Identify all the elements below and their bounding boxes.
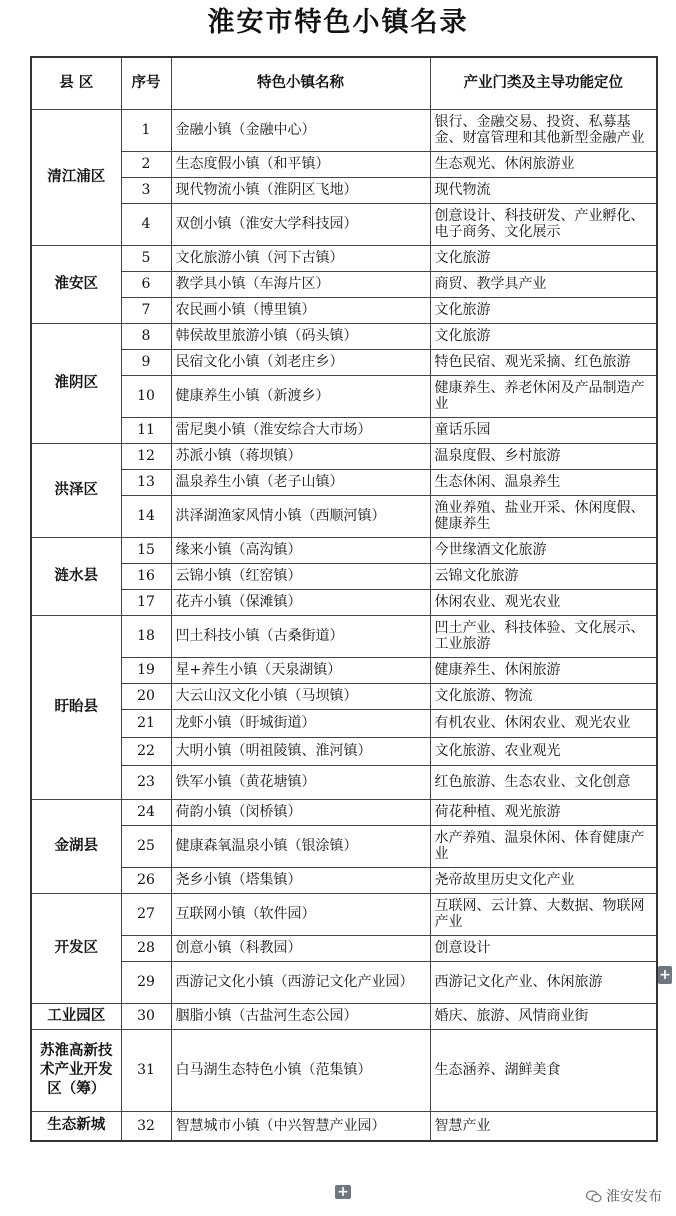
table-row — [31, 657, 657, 683]
index-cell: 11 — [121, 417, 171, 443]
table-row — [31, 1003, 657, 1029]
county-cell: 淮安区 — [31, 245, 121, 323]
industry-cell: 凹土产业、科技体验、文化展示、工业旅游 — [430, 615, 657, 657]
watermark-text: 淮安发布 — [606, 1189, 662, 1205]
table-row — [31, 825, 657, 867]
county-cell: 洪泽区 — [31, 443, 121, 537]
industry-cell: 西游记文化产业、休闲旅游 — [430, 961, 657, 1003]
town-name-cell: 现代物流小镇（淮阴区飞地） — [171, 177, 430, 203]
table-row — [31, 245, 657, 271]
index-cell: 1 — [121, 109, 171, 151]
industry-cell: 商贸、教学具产业 — [430, 271, 657, 297]
index-cell: 25 — [121, 825, 171, 867]
town-name-cell: 教学具小镇（车海片区） — [171, 271, 430, 297]
table-row — [31, 177, 657, 203]
index-cell: 26 — [121, 867, 171, 893]
table-row — [31, 1111, 657, 1141]
industry-cell: 银行、金融交易、投资、私募基金、财富管理和其他新型金融产业 — [430, 109, 657, 151]
index-cell: 13 — [121, 469, 171, 495]
industry-cell: 水产养殖、温泉休闲、体育健康产业 — [430, 825, 657, 867]
town-name-cell: 缘来小镇（高沟镇） — [171, 537, 430, 563]
table-row — [31, 799, 657, 825]
county-cell: 盱眙县 — [31, 615, 121, 799]
index-cell: 5 — [121, 245, 171, 271]
town-name-cell: 凹土科技小镇（古桑街道） — [171, 615, 430, 657]
town-name-cell: 互联网小镇（软件园） — [171, 893, 430, 935]
index-cell: 29 — [121, 961, 171, 1003]
watermark — [586, 1186, 662, 1206]
town-list-table — [30, 56, 658, 1142]
town-name-cell: 创意小镇（科教园） — [171, 935, 430, 961]
town-name-cell: 智慧城市小镇（中兴智慧产业园） — [171, 1111, 430, 1141]
index-cell: 30 — [121, 1003, 171, 1029]
index-cell: 8 — [121, 323, 171, 349]
town-name-cell: 农民画小镇（博里镇） — [171, 297, 430, 323]
index-cell: 2 — [121, 151, 171, 177]
table-row — [31, 935, 657, 961]
index-cell: 10 — [121, 375, 171, 417]
table-row — [31, 961, 657, 1003]
wechat-icon — [586, 1190, 602, 1203]
town-name-cell: 龙虾小镇（盱城街道） — [171, 709, 430, 737]
town-name-cell: 双创小镇（淮安大学科技园） — [171, 203, 430, 245]
expand-bottom-plus-icon[interactable]: + — [335, 1185, 351, 1199]
table-row — [31, 417, 657, 443]
town-name-cell: 雷尼奥小镇（淮安综合大市场） — [171, 417, 430, 443]
index-cell: 6 — [121, 271, 171, 297]
industry-cell: 文化旅游 — [430, 297, 657, 323]
table-row — [31, 589, 657, 615]
table-row — [31, 151, 657, 177]
index-cell: 12 — [121, 443, 171, 469]
expand-right-plus-icon[interactable]: + — [659, 967, 671, 983]
county-cell: 淮阴区 — [31, 323, 121, 443]
town-name-cell: 白马湖生态特色小镇（范集镇） — [171, 1029, 430, 1111]
table-row — [31, 203, 657, 245]
index-cell: 22 — [121, 737, 171, 765]
town-name-cell: 尧乡小镇（塔集镇） — [171, 867, 430, 893]
header-town-name: 特色小镇名称 — [171, 57, 430, 109]
table-row — [31, 867, 657, 893]
industry-cell: 文化旅游、农业观光 — [430, 737, 657, 765]
table-row — [31, 109, 657, 151]
industry-cell: 休闲农业、观光农业 — [430, 589, 657, 615]
industry-cell: 现代物流 — [430, 177, 657, 203]
index-cell: 19 — [121, 657, 171, 683]
industry-cell: 有机农业、休闲农业、观光农业 — [430, 709, 657, 737]
table-row — [31, 563, 657, 589]
index-cell: 17 — [121, 589, 171, 615]
industry-cell: 童话乐园 — [430, 417, 657, 443]
industry-cell: 文化旅游 — [430, 245, 657, 271]
page-title: 淮安市特色小镇名录 — [207, 7, 469, 38]
industry-cell: 今世缘酒文化旅游 — [430, 537, 657, 563]
table-row — [31, 495, 657, 537]
industry-cell: 互联网、云计算、大数据、物联网产业 — [430, 893, 657, 935]
county-cell: 清江浦区 — [31, 109, 121, 245]
table-row — [31, 537, 657, 563]
town-name-cell: 西游记文化小镇（西游记文化产业园） — [171, 961, 430, 1003]
industry-cell: 温泉度假、乡村旅游 — [430, 443, 657, 469]
table-row — [31, 615, 657, 657]
table-row — [31, 737, 657, 765]
industry-cell: 婚庆、旅游、风情商业街 — [430, 1003, 657, 1029]
town-name-cell: 星+养生小镇（天泉湖镇） — [171, 657, 430, 683]
table-row — [31, 443, 657, 469]
county-cell: 生态新城 — [31, 1111, 121, 1141]
index-cell: 23 — [121, 765, 171, 799]
table-row — [31, 765, 657, 799]
industry-cell: 生态涵养、湖鲜美食 — [430, 1029, 657, 1111]
town-name-cell: 大明小镇（明祖陵镇、淮河镇） — [171, 737, 430, 765]
town-name-cell: 荷韵小镇（闵桥镇） — [171, 799, 430, 825]
industry-cell: 云锦文化旅游 — [430, 563, 657, 589]
index-cell: 21 — [121, 709, 171, 737]
town-name-cell: 金融小镇（金融中心） — [171, 109, 430, 151]
table-row — [31, 893, 657, 935]
industry-cell: 健康养生、休闲旅游 — [430, 657, 657, 683]
industry-cell: 红色旅游、生态农业、文化创意 — [430, 765, 657, 799]
town-name-cell: 健康养生小镇（新渡乡） — [171, 375, 430, 417]
town-name-cell: 文化旅游小镇（河下古镇） — [171, 245, 430, 271]
town-name-cell: 苏派小镇（蒋坝镇） — [171, 443, 430, 469]
county-cell: 金湖县 — [31, 799, 121, 893]
table-row — [31, 271, 657, 297]
header-index: 序号 — [121, 57, 171, 109]
county-cell: 开发区 — [31, 893, 121, 1003]
county-cell: 工业园区 — [31, 1003, 121, 1029]
industry-cell: 创意设计 — [430, 935, 657, 961]
table-row — [31, 1029, 657, 1111]
industry-cell: 渔业养殖、盐业开采、休闲度假、健康养生 — [430, 495, 657, 537]
town-name-cell: 胭脂小镇（古盐河生态公园） — [171, 1003, 430, 1029]
town-name-cell: 生态度假小镇（和平镇） — [171, 151, 430, 177]
index-cell: 20 — [121, 683, 171, 709]
table-row — [31, 375, 657, 417]
county-cell: 涟水县 — [31, 537, 121, 615]
table-row — [31, 709, 657, 737]
index-cell: 32 — [121, 1111, 171, 1141]
town-name-cell: 健康森氧温泉小镇（银涂镇） — [171, 825, 430, 867]
index-cell: 9 — [121, 349, 171, 375]
town-name-cell: 韩侯故里旅游小镇（码头镇） — [171, 323, 430, 349]
table-header-row — [31, 57, 657, 109]
index-cell: 15 — [121, 537, 171, 563]
town-name-cell: 大云山汉文化小镇（马坝镇） — [171, 683, 430, 709]
industry-cell: 文化旅游、物流 — [430, 683, 657, 709]
index-cell: 7 — [121, 297, 171, 323]
town-name-cell: 民宿文化小镇（刘老庄乡） — [171, 349, 430, 375]
index-cell: 18 — [121, 615, 171, 657]
industry-cell: 智慧产业 — [430, 1111, 657, 1141]
industry-cell: 创意设计、科技研发、产业孵化、电子商务、文化展示 — [430, 203, 657, 245]
industry-cell: 健康养生、养老休闲及产品制造产业 — [430, 375, 657, 417]
index-cell: 14 — [121, 495, 171, 537]
index-cell: 28 — [121, 935, 171, 961]
header-county: 县 区 — [31, 57, 121, 109]
index-cell: 31 — [121, 1029, 171, 1111]
index-cell: 4 — [121, 203, 171, 245]
header-industry: 产业门类及主导功能定位 — [430, 57, 657, 109]
industry-cell: 文化旅游 — [430, 323, 657, 349]
table-row — [31, 349, 657, 375]
county-cell: 苏淮高新技术产业开发区（筹） — [31, 1029, 121, 1111]
industry-cell: 生态休闲、温泉养生 — [430, 469, 657, 495]
industry-cell: 生态观光、休闲旅游业 — [430, 151, 657, 177]
town-name-cell: 铁军小镇（黄花塘镇） — [171, 765, 430, 799]
table-row — [31, 683, 657, 709]
industry-cell: 特色民宿、观光采摘、红色旅游 — [430, 349, 657, 375]
town-name-cell: 云锦小镇（红窑镇） — [171, 563, 430, 589]
index-cell: 16 — [121, 563, 171, 589]
index-cell: 24 — [121, 799, 171, 825]
table-row — [31, 323, 657, 349]
town-name-cell: 温泉养生小镇（老子山镇） — [171, 469, 430, 495]
industry-cell: 尧帝故里历史文化产业 — [430, 867, 657, 893]
table-row — [31, 469, 657, 495]
index-cell: 3 — [121, 177, 171, 203]
index-cell: 27 — [121, 893, 171, 935]
town-name-cell: 花卉小镇（保滩镇） — [171, 589, 430, 615]
table-row — [31, 297, 657, 323]
industry-cell: 荷花种植、观光旅游 — [430, 799, 657, 825]
town-name-cell: 洪泽湖渔家风情小镇（西顺河镇） — [171, 495, 430, 537]
